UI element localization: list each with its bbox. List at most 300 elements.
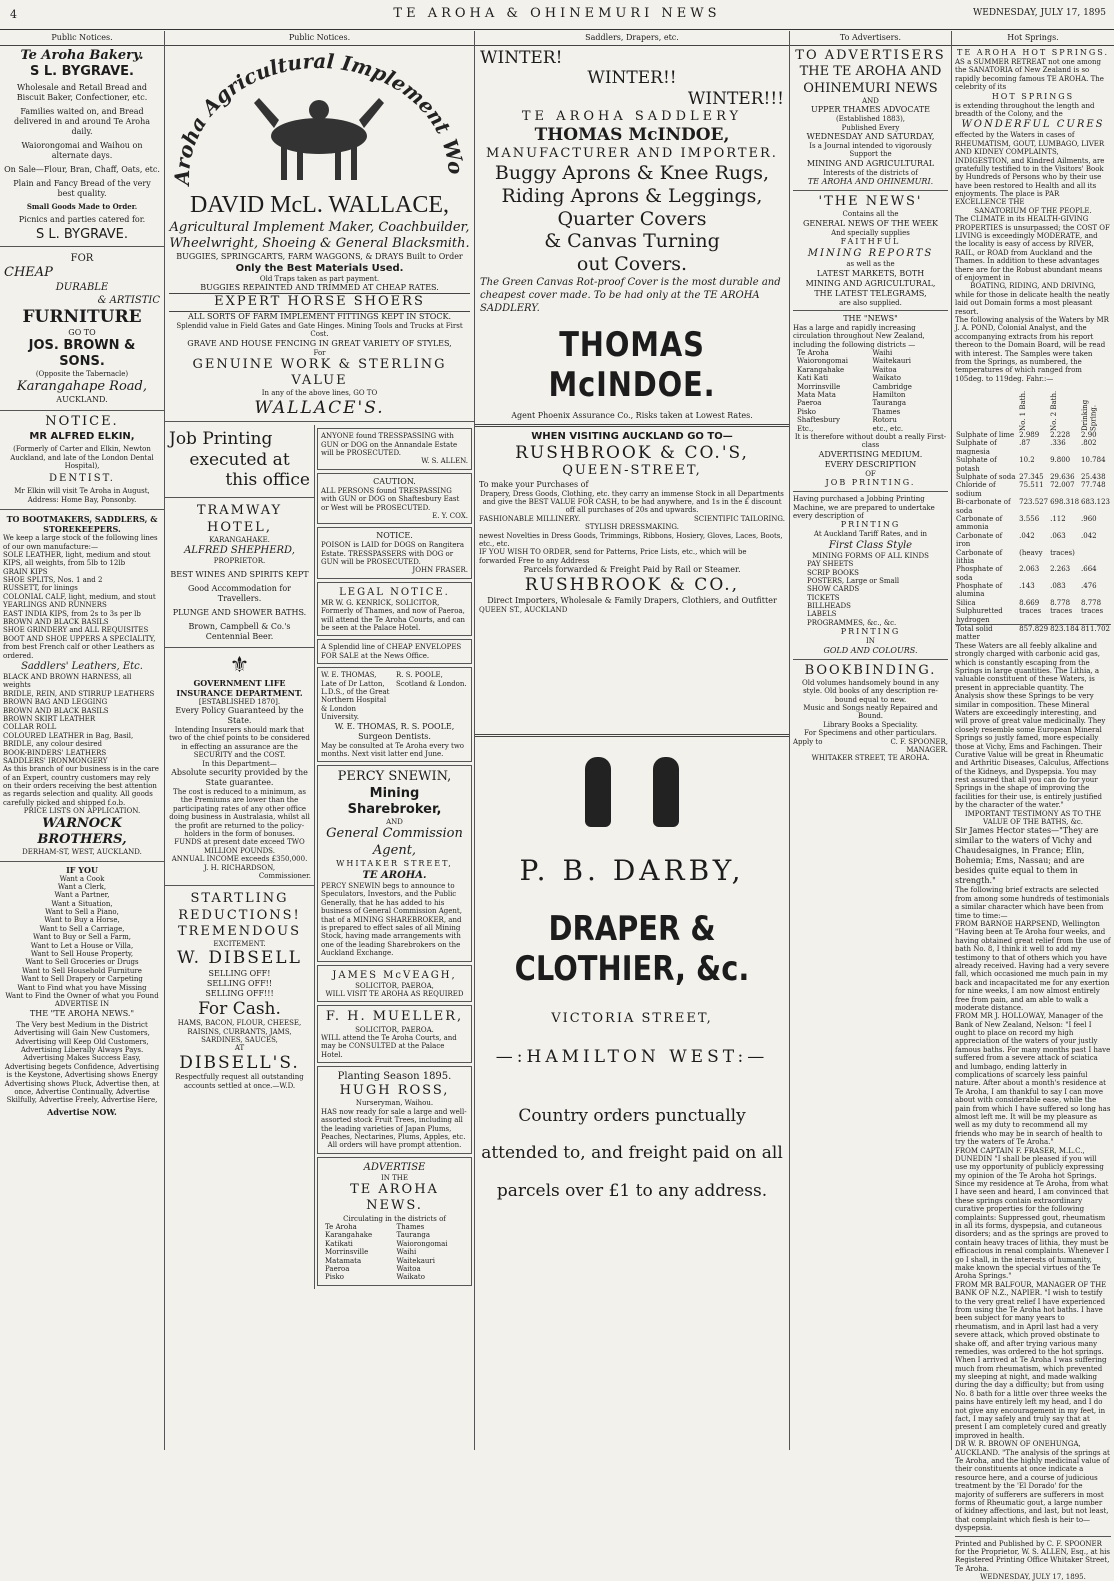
job-item: TICKETS — [807, 593, 840, 602]
adv-line: Published Every — [841, 123, 900, 132]
rush-name-2: RUSHBROOK & CO., — [524, 575, 740, 596]
manager-title: MANAGER. — [906, 746, 948, 754]
dibsell-line: EXCITEMENT. — [213, 940, 266, 949]
column-heading: Public Notices. — [0, 31, 164, 46]
table-row — [955, 481, 1111, 498]
circ-place: Rotoru — [872, 416, 897, 425]
column-heading: Hot Springs. — [952, 31, 1114, 46]
rush-line: Direct Importers, Wholesale & Family Drapers, Clothiers, and Outfitter — [487, 595, 777, 605]
adv-paper: THE TE AROHA AND OHINEMURI NEWS — [799, 64, 942, 96]
furniture-ad — [0, 250, 164, 407]
news-line: THE LATEST TELEGRAMS, — [814, 288, 927, 298]
bookbinding-line: Music and Songs neatly Repaired and Bound. — [803, 704, 938, 721]
table-cell: traces — [1081, 607, 1104, 616]
job-line: PRINTING — [840, 627, 901, 637]
winter-1: WINTER! — [480, 48, 563, 68]
darby-name: P. B. DARBY, — [519, 853, 745, 887]
springs-para: is extending throughout the length and breadth of the Colony, and the — [955, 101, 1095, 118]
job-item: BILLHEADS — [807, 602, 851, 611]
job-line: First Class Style — [828, 539, 913, 551]
job-printing-ad — [165, 425, 314, 494]
adv-t1: ADVERTISE — [363, 1161, 426, 1173]
total-cell: 823.184 — [1050, 625, 1080, 634]
govt-title: GOVERNMENT LIFE INSURANCE DEPARTMENT. — [176, 677, 303, 698]
furniture-for: FOR — [70, 253, 94, 265]
snewin-t2: General Commission Agent, — [326, 826, 463, 858]
leather-item: BLACK AND BROWN HARNESS, all weights — [3, 672, 132, 690]
dibsell-line: For Cash. — [198, 998, 281, 1019]
leather-price: PRICE LISTS ON APPLICATION. — [23, 807, 141, 816]
bookbinding-line: Old volumes handsomely bound in any style. Old books of any description re-bound equal to new. — [802, 678, 939, 704]
table-cell: Phosphate of alumina — [956, 582, 1003, 599]
hotel-place: KARANGAHAKE. — [209, 535, 270, 544]
caution-title: CAUTION. — [373, 476, 416, 486]
dibsell-line: REDUCTIONS! — [178, 907, 301, 923]
table-cell: Carbonate of lithia — [956, 548, 1003, 565]
leather-item: BROWN AND BLACK BASILS — [3, 618, 109, 627]
trespass-sig: W. S. ALLEN. — [421, 457, 468, 466]
table-row — [955, 498, 1111, 515]
dentist-former: (Formerly of Carter and Elkin, Newton Auckland, and late of the London Dental Hospital), — [10, 445, 154, 470]
advertisers-ad — [790, 48, 951, 763]
news-title: 'THE NEWS' — [818, 194, 923, 210]
springs-para: FROM MR BALFOUR, MANAGER OF THE BANK OF N.Z., NAPIER. "I wish to testify to the very great relief I have experienced from using the Te Aroha hot baths. I have been subject for many years to rheumatism, and in April last had a very severe attack, which proved obstinate to shake off, and after trying various many remedies, was ordered to the hot springs. When I arrived at Te Aroha I was suffering much from rheumatism, which prevented my sleeping at night, and made walking during the day a difficulty; but from using No. 8 bath for a little over three weeks the pains have entirely left my head, and I do not give any encouragement in my feet, in fact, I may safely and truly say that at present I am completely cured and greatly improved in health. — [955, 1280, 1107, 1440]
springs-para: FROM CAPTAIN F. FRASER, M.L.C., DUNEDIN "I shall be pleased if you will use my opportunity of publicly expressing my opinion of the Te Aroha hot Springs. Since my residence at Te Aroha, from what I have seen and heard, I am convinced that these springs contain extraordinary curative properties for the following complaints: Suppressed gout, rheumatism in all its forms, dyspepsia, and cutaneous disorders; and as the springs are proved to contain heavy traces of lithia, they must be efficacious in renal complaints. Whenever I go I shall, in the interests of humanity, make known the special virtues of the Te Aroha Springs." — [955, 1146, 1109, 1281]
darby-town: —:HAMILTON WEST:— — [495, 1047, 769, 1068]
news-line: LATEST MARKETS, BOTH — [816, 268, 925, 278]
table-cell: 10.784 — [1081, 456, 1106, 465]
job-line: MINING FORMS OF ALL KINDS — [812, 551, 929, 560]
hotel-line: Good Accommodation for Travellers. — [187, 583, 291, 603]
govt-line: J. H. RICHARDSON, — [203, 863, 276, 872]
mcveagh-name: JAMES McVEAGH, — [332, 969, 457, 981]
table-row — [955, 599, 1111, 607]
leather-item: BOOT AND SHOE UPPERS A SPECIALITY, from best French calf or other Leathers as ordered. — [3, 634, 156, 660]
rush-tailoring: SCIENTIFIC TAILORING. — [693, 514, 785, 523]
govt-est: [ESTABLISHED 1870]. — [198, 697, 281, 706]
dentist-notice — [0, 414, 164, 506]
leather-item: BROWN BAG AND LEGGING — [3, 698, 108, 707]
table-row — [955, 431, 1111, 439]
circ-place: Mata Mata — [797, 391, 836, 400]
hotel-line: BEST WINES AND SPIRITS KEPT — [170, 569, 309, 579]
adv-place: Waikato — [396, 1273, 425, 1282]
dibsell-line: TREMENDOUS — [177, 923, 302, 939]
leather-item: BOOK-BINDERS' LEATHERS — [3, 748, 107, 757]
column-to-advertisers — [790, 31, 952, 1450]
pointing-hand-icon — [653, 757, 679, 827]
wallace-line: GENUINE WORK & STERLING VALUE — [192, 356, 447, 389]
column-hot-springs — [952, 31, 1114, 1581]
table-cell: 75.511 — [1019, 481, 1044, 490]
adv-place: Katikati — [325, 1239, 353, 1248]
circ-place: Paeroa — [797, 399, 822, 408]
hotel-title: TRAMWAY HOTEL, — [196, 503, 283, 535]
govt-line: In this Department— — [202, 759, 277, 768]
leather-item: BRIDLE, REIN, AND STIRRUP LEATHERS — [3, 689, 155, 698]
rush-name: RUSHBROOK & CO.'S, — [515, 443, 749, 464]
dibsell-line: STARTLING — [190, 891, 289, 907]
dentist-a: W. E. THOMAS, Late of Dr Latton, L.D.S., of the Great Northern Hospital & London University. — [321, 671, 390, 722]
dibsell-ad — [165, 889, 314, 1092]
winter-3: WINTER!!! — [687, 88, 784, 109]
ifyou-line: Want a Cook — [59, 874, 105, 883]
hotel-line: Brown, Campbell & Co.'s Centennial Beer. — [188, 621, 291, 641]
wallace-line: In any of the above lines, GO TO — [261, 389, 378, 398]
table-cell: 698.318 — [1050, 498, 1080, 507]
table-cell: Sulphate of lime — [956, 431, 1015, 440]
leather-item: BROWN SKIRT LEATHER — [3, 714, 96, 723]
news-line: Contains all the — [842, 210, 899, 219]
table-cell: .112 — [1050, 514, 1066, 523]
adv-line: Support the — [849, 150, 892, 159]
rush-line: To make your Purchases of — [479, 479, 589, 489]
implement-works-emblem — [169, 48, 469, 188]
wallace-name: DAVID McL. WALLACE, — [189, 192, 450, 218]
circ-line: OF — [865, 469, 876, 478]
springs-subhead: BOATING, RIDING, AND DRIVING, — [970, 282, 1096, 291]
table-cell: .664 — [1081, 565, 1097, 574]
table-cell: .476 — [1081, 582, 1097, 591]
circ-title: THE "NEWS" — [843, 313, 898, 323]
table-cell: 2.228 — [1050, 431, 1071, 440]
table-cell: 723.527 — [1019, 498, 1049, 507]
table-row — [955, 532, 1111, 549]
leather-item: GRAIN KIPS — [3, 567, 48, 576]
adv-line: (Established 1883), — [835, 115, 906, 124]
leather-item: BROWN AND BLACK BASILS — [3, 706, 109, 715]
leather-item: RUSSETT, for linings — [3, 584, 78, 593]
wallace-line: For — [313, 348, 326, 357]
leather-item: YEARLINGS AND RUNNERS — [3, 601, 107, 610]
poison-title: NOTICE. — [376, 531, 413, 541]
adv-line: UPPER THAMES ADVOCATE — [811, 105, 930, 115]
table-cell: 683.123 — [1081, 498, 1110, 507]
legal-title: LEGAL NOTICE. — [339, 586, 450, 598]
envelopes-notice: A Splendid line of CHEAP ENVELOPES FOR SALE at the News Office. — [317, 639, 472, 664]
leather-item: COLLAR ROLL — [3, 723, 57, 732]
springs-subhead: SANATORIUM OF THE PEOPLE. — [974, 206, 1092, 215]
circ-place: Waitekauri — [872, 357, 911, 366]
table-row — [955, 607, 1111, 624]
table-cell: traces — [1019, 607, 1042, 616]
ross-text: HAS now ready for sale a large and well-assorted stock Fruit Trees, including all the leading varieties of Japan Plums, Peaches, Nectarines, Plums, Apples, etc. — [321, 1107, 467, 1141]
adv-t4: Circulating in the districts of — [343, 1214, 446, 1223]
mcveagh-text: WILL VISIT TE AROHA AS REQUIRED — [325, 989, 464, 998]
wallace-line: BUGGIES, SPRINGCARTS, FARM WAGGONS, & DRAYS Built to Order — [176, 252, 463, 262]
ross-orders: All orders will have prompt attention. — [327, 1141, 462, 1150]
job-item: POSTERS, Large or Small — [807, 576, 900, 585]
table-cell: 8.778 — [1050, 598, 1071, 607]
table-cell — [1080, 549, 1111, 566]
table-cell: Carbonate of ammonia — [956, 514, 1003, 532]
adv-line: MINING AND AGRICULTURAL — [806, 158, 935, 168]
adv-place: Waiorongomai — [396, 1239, 448, 1248]
leather-title: TO BOOTMAKERS, SADDLERS, & STOREKEEPERS. — [6, 514, 158, 535]
table-cell: traces — [1050, 607, 1073, 616]
job-line: GOLD AND COLOURS. — [823, 645, 918, 655]
ifyou-line: Want a Partner, — [54, 891, 110, 900]
table-cell: 2.989 — [1019, 431, 1040, 440]
job-item: SHOW CARDS — [807, 585, 860, 594]
mueller-name: F. H. MUELLER, — [325, 1009, 464, 1025]
adv-t3: TE AROHA NEWS. — [350, 1182, 439, 1214]
ifyou-body: The Very best Medium in the District Advertising will Gain New Customers, Advertising will Keep Old Customers, Advertising Liberally Always Pays. Advertising Makes Success Easy, Advertising begets Confidence, Advertising is the Keystone, Advertising shows Energy Advertising shows Pluck, Advertise then, at once, Advertise Continually, Advertise Skilfully, Advertise Freely, Advertise Here, — [4, 1020, 160, 1105]
ifyou-title: IF YOU — [66, 864, 98, 875]
table-cell: .063 — [1050, 531, 1066, 540]
dentist-name: MR ALFRED ELKIN, — [29, 431, 135, 443]
table-cell: 3.556 — [1019, 514, 1040, 523]
analysis-table — [955, 383, 1111, 642]
circ-line: JOB PRINTING. — [825, 478, 916, 488]
total-cell: 857.829 — [1019, 625, 1049, 634]
tramway-hotel-ad — [165, 501, 314, 643]
snewin-name: PERCY SNEWIN, — [337, 769, 452, 785]
govt-line: ANNUAL INCOME exceeds £350,000. — [171, 855, 308, 864]
adv-line: Interests of the districts of — [823, 168, 918, 177]
total-cell: 811.702 — [1081, 625, 1110, 634]
circ-place: Hamilton — [872, 391, 906, 400]
govt-line: Commissioner. — [258, 871, 311, 880]
rush-street: QUEEN-STREET, — [562, 463, 702, 479]
rush-line: WHEN VISITING AUCKLAND GO TO— — [531, 431, 733, 443]
advertise-news-ad — [317, 1157, 472, 1286]
ifyou-line: Want to Sell Household Furniture — [22, 966, 142, 975]
table-cell: 2.263 — [1050, 565, 1071, 574]
hotel-line: PLUNGE AND SHOWER BATHS. — [172, 607, 307, 617]
wallace-line: WALLACE'S. — [254, 397, 385, 418]
table-cell: .042 — [1081, 531, 1097, 540]
adv-place: Matamata — [325, 1256, 362, 1265]
job-item: LABELS — [807, 610, 837, 619]
springs-para: The CLIMATE in its HEALTH-GIVING PROPERTIES is unsurpassed; the COST OF LIVING is exceedingly MODERATE, and the locality is easy of access by RIVER, RAIL, or ROAD from Auckland and the Thames. In addition to these advantages there are for the Robust abundant means of enjoyment in — [955, 215, 1110, 282]
job-line: Job Printing — [169, 429, 273, 450]
govt-line: Intending Insurers should mark that two of the chief points to be considered in effecting an assurance are the SECURITY and the COST. — [169, 726, 310, 760]
bakery-title: Te Aroha Bakery. — [20, 48, 144, 63]
furniture-durable: DURABLE — [55, 282, 109, 294]
table-cell: Silica — [956, 598, 976, 607]
hotel-proprietor: ALFRED SHEPHERD, — [184, 545, 295, 557]
adv-line: Is a Journal intended to vigorously — [809, 141, 932, 150]
springs-subhead: HOT SPRINGS — [991, 91, 1075, 101]
leather-item: EAST INDIA KIPS, from 2s to 3s per lb — [3, 609, 141, 618]
springs-para: effected by the Waters in cases of RHEUMATISM, GOUT, LUMBAGO, LIVER AND KIDNEY COMPLAINTS, INDIGESTION, and Kindred Ailments, are gratefully testified to in the Visitors' Book by Hundreds of Persons who by their use have been restored to Health and all its enjoyments. The place is PAR EXCELLENCE THE — [955, 131, 1105, 207]
rushbrook-ad — [475, 430, 789, 614]
goods-line: out Covers. — [576, 253, 688, 276]
caution-text: ALL PERSONS found TRESPASSING with GUN or DOG on Shaftesbury East or West will be PROSECUTED. — [321, 486, 460, 512]
table-cell: Carbonate of iron — [956, 531, 1003, 549]
imprint-date: WEDNESDAY, JULY 17, 1895. — [980, 1573, 1086, 1581]
wallace-line: Splendid value in Field Gates and Gate Hinges. Mining Tools and Trucks at First Cost. — [176, 321, 463, 339]
ifyou-line: Want to Sell Drapery or Carpeting — [21, 975, 143, 984]
dentist-ad — [317, 667, 472, 762]
circ-place: Tauranga — [872, 399, 906, 408]
springs-para: AS a SUMMER RETREAT not one among the SANATORIA of New Zealand is so rapidly becoming famous TE AROHA. The celebrity of its — [955, 58, 1104, 92]
total-cell: Total solid matter — [956, 625, 993, 642]
table-row — [955, 515, 1111, 532]
column-heading: Public Notices. — [165, 31, 474, 46]
table-cell: Sulphate of potash — [956, 456, 997, 473]
bookbinding-title: BOOKBINDING. — [804, 662, 937, 678]
table-cell: 77.748 — [1081, 481, 1106, 490]
darby-orders: Country orders punctually attended to, and freight paid on all parcels over £1 to any address. — [481, 1105, 783, 1201]
dibsell-line: SELLING OFF! — [208, 968, 271, 978]
ifyou-advertise: ADVERTISE IN — [54, 1000, 110, 1009]
wallace-trade: Agricultural Implement Maker, Coachbuilder, Wheelwright, Shoeing & General Blacksmith. — [169, 219, 470, 251]
leather-item: COLONIAL CALF, light, medium, and stout — [3, 592, 156, 601]
bakery-line: Picnics and parties catered for. — [18, 214, 146, 224]
page-number: 4 — [10, 8, 20, 21]
ifyou-line: Want to Sell House Property, — [30, 950, 134, 959]
legal-text: MR W. G. KENRICK, SOLICITOR, Formerly of Thames, and now of Paeroa, will attend the Te Aroha Courts, and can be seen at the Palace Hotel. — [321, 598, 466, 633]
job-line: executed at — [189, 449, 290, 470]
circ-place: Cambridge — [872, 382, 912, 391]
springs-para: FROM MR J. HOLLOWAY, Manager of the Bank of New Zealand, Nelson: "I feel I ought to place on record my high appreciation of the waters of your justly famous baths. For many months past I have suffered from a severe attack of sciatica and lumbago, ending latterly in complications of scarcely less painful nature. After about a month's residence at Te Aroha, I am thankful to say I can move about with considerable ease, while the pain from which I have suffered so long has almost left me. It will be my pleasure as well as my duty to recommend all my friends who may be in search of health to try the waters of Te Aroha." — [955, 1012, 1111, 1147]
job-line: IN — [866, 637, 875, 646]
adv-place: Waihi — [396, 1248, 417, 1257]
adv-t2: IN THE — [381, 1173, 408, 1182]
snewin-t1: Mining Sharebroker, — [347, 785, 442, 817]
circ-text: Has a large and rapidly increasing circulation throughout New Zealand, including the following districts — — [793, 323, 925, 349]
circ-line: EVERY DESCRIPTION — [824, 459, 917, 469]
furniture-artistic: & ARTISTIC — [97, 295, 160, 307]
mcindoe-name: THOMAS McINDOE, — [534, 125, 730, 146]
news-line: MINING REPORTS — [807, 248, 934, 260]
adv-place: Te Aroha — [325, 1222, 357, 1231]
adv-place: Waitoa — [396, 1264, 421, 1273]
leather-firm: WARNOCK BROTHERS, — [37, 815, 127, 847]
poison-sig: JOHN FRASER. — [412, 566, 468, 575]
ross-name: HUGH ROSS, — [339, 1083, 450, 1099]
circ-place: etc., etc. — [872, 424, 904, 433]
column-heading: Saddlers, Drapers, etc. — [475, 31, 789, 46]
leather-item: SADDLERS' IRONMONGERY — [3, 756, 108, 765]
leather-item: SHOE SPLITS, Nos. 1 and 2 — [3, 576, 103, 585]
springs-subhead: WONDERFUL CURES — [961, 119, 1105, 131]
rush-dressmaking: STYLISH DRESSMAKING. — [585, 523, 679, 532]
apply-to: Apply to — [793, 737, 823, 746]
table-cell: .802 — [1081, 439, 1097, 448]
furniture-goto: GO TO — [68, 327, 96, 337]
table-cell: .042 — [1019, 531, 1035, 540]
leather-outro: As this branch of our business is in the care of an Expert, country customers may rely on their orders receiving the best attention as regards selection and quality. All goods carefully picked and shipped f.o.b. — [3, 765, 159, 807]
adv-place: Thames — [396, 1222, 425, 1231]
column-public-notices-1 — [0, 31, 165, 1450]
circ-place: Morrinsville — [797, 382, 841, 391]
springs-para: These Waters are all feebly alkaline and strongly charged with carbonic acid gas, which is constantly escaping from the Springs in large quantities. The Lithia, a valuable constituent of these Waters, is present in appreciable quantity. The Analysis show these Springs to be very similar in composition. These Mineral Waters are exceedingly interesting, and will prove of great value medicinally. They closely resemble some European Mineral Springs so justly famed, more especially those at Vichy, Ems and Fachingen. Their Curative Value will be great in Rheumatic and Arthritic Diseases, Calculus, Affections of the Kidneys, and Dyspepsia. You may rest assured that all you can do for your Springs in the shape of improving the facilities for their use, is entirely justified by the character of the water." — [955, 641, 1109, 810]
furniture-city: AUCKLAND. — [56, 394, 108, 404]
job-item: SCRIP BOOKS — [807, 568, 859, 577]
wallace-line: EXPERT HORSE SHOERS — [169, 293, 470, 311]
table-cell: .87 — [1019, 439, 1031, 448]
adv-line: TE AROHA AND OHINEMURI. — [807, 177, 934, 187]
wallace-line: ALL SORTS OF FARM IMPLEMENT FITTINGS KEPT IN STOCK. — [188, 311, 451, 321]
bakery-desc: Wholesale and Retail Bread and Biscuit Baker, Confectioner, etc. — [16, 82, 148, 102]
adv-title: TO ADVERTISERS — [795, 48, 946, 63]
table-header: No. 1 Bath. — [1019, 390, 1028, 432]
issue-date: WEDNESDAY, JULY 17, 1895 — [973, 8, 1106, 18]
bookbinding-line: For Specimens and other particulars. — [804, 729, 937, 738]
mcveagh-ad — [317, 965, 472, 1003]
job-line: PRINTING — [840, 520, 901, 530]
ifyou-line: Want to Let a House or Villa, — [30, 941, 134, 950]
news-line: FAITHFUL — [840, 237, 901, 247]
green-cover-text: The Green Canvas Rot-proof Cover is the most durable and cheapest cover made. To be had only at the TE AROHA SADDLERY. — [480, 277, 781, 315]
adv-place: Pisko — [325, 1273, 344, 1282]
ifyou-line: Want to Sell a Carriage, — [39, 924, 125, 933]
table-cell: 10.2 — [1019, 456, 1035, 465]
springs-para: while for those in delicate health the neatly laid out Domain forms a most pleasant resort. — [955, 290, 1110, 316]
adv-place: Waitekauri — [396, 1256, 435, 1265]
furniture-title: FURNITURE — [22, 307, 142, 328]
dentist-title: W. E. THOMAS, R. S. POOLE, Surgeon Dentists. — [334, 721, 455, 741]
mcindoe-big: THOMAS McINDOE. — [548, 325, 716, 406]
table-cell: (heavy — [1019, 548, 1043, 557]
job-line: At Auckland Tariff Rates, and in — [813, 530, 928, 539]
crest-icon: ⚜ — [229, 652, 250, 678]
dentist-text: May be consulted at Te Aroha every two months. Next visit latter end June. — [321, 741, 465, 758]
ross-ad — [317, 1066, 472, 1154]
table-cell: 9.800 — [1050, 456, 1071, 465]
springs-para: DR W. R. BROWN OF ONEHUNGA, AUCKLAND. "The analysis of the springs at Te Aroha, and the highly medicinal value of their constituents at once indicate a resource here, and a course of judicious treatment by the 'El Dorado' for the majority of sufferers are sufferers in most forms of Rheumatic gout, a large number of kidney affections, and last, but not least, that complaint which flesh is heir to—dyspepsia. — [955, 1440, 1110, 1533]
furniture-opposite: (Opposite the Tabernacle) — [35, 370, 129, 379]
leather-ad — [0, 513, 164, 857]
trespass-text: ANYONE found TRESSPASSING with GUN or DOG on the Annandale Estate will be PROSECUTED. — [321, 432, 458, 457]
ifyou-line: Want to Sell Groceries or Drugs — [25, 958, 139, 967]
mueller-text: WILL attend the Te Aroha Courts, and may be CONSULTED at the Palace Hotel. — [321, 1033, 457, 1059]
saddlery-title: TE AROHA SADDLERY — [521, 109, 743, 125]
table-cell: 2.063 — [1019, 565, 1040, 574]
office-address: WHITAKER STREET, TE AROHA. — [811, 754, 930, 763]
snewin-addr: WHITAKER STREET, — [336, 858, 453, 868]
dibsell-line: SELLING OFF!! — [206, 978, 273, 988]
masthead — [0, 0, 1114, 30]
rush-millinery: FASHIONABLE MILLINERY. — [479, 514, 581, 523]
notice-title: NOTICE. — [45, 413, 119, 429]
ross-title: Nurseryman, Waihou. — [355, 1099, 434, 1108]
table-cell: .143 — [1019, 582, 1035, 591]
rush-address: QUEEN ST., AUCKLAND — [479, 605, 568, 614]
ifyou-line: Want to Buy or Sell a Farm, — [33, 933, 131, 942]
news-line: as well as the — [846, 260, 895, 269]
leather-item: COLOURED LEATHER in Bag, Basil, BRIDLE, any colour desired — [3, 731, 134, 749]
ifyou-paper: THE "TE AROHA NEWS." — [29, 1008, 135, 1018]
table-cell: 27.345 — [1019, 473, 1044, 482]
table-cell: 8.669 — [1019, 598, 1040, 607]
leather-item: SOLE LEATHER, light, medium and stout — [3, 550, 151, 559]
table-cell: .336 — [1050, 439, 1066, 448]
springs-para: FROM BARNOE HARPSEND, Wellington "Having been at Te Aroha four weeks, and having obtained great relief from the use of bath No. 8, I think it well to add my testimony to that of others which you have already received. Having had a very severe fall, which occasioned me much pain in my back and incapacitated me for any exertion for nine weeks, I am now almost entirely free from pain, and am able to walk a moderate distance. — [955, 919, 1111, 1012]
snewin-town: TE AROHA. — [362, 869, 427, 881]
furniture-firm: JOS. BROWN & SONS. — [28, 337, 136, 370]
leather-item: KIPS, all weights, from 5lb to 12lb — [3, 559, 126, 568]
table-cell: Sulphate of soda — [956, 473, 1016, 482]
circ-line: It is therefore without doubt a really First-class — [794, 432, 947, 450]
adv-place: Tauranga — [396, 1231, 430, 1240]
hot-springs-article — [952, 48, 1114, 1581]
circ-place: Waikato — [872, 374, 901, 383]
column-heading: To Advertisers. — [790, 31, 951, 46]
arch-text: Aroha Agricultural Implement Wo — [169, 48, 469, 186]
caution-sig: E. Y. COX. — [432, 511, 468, 520]
springs-title: TE AROHA HOT SPRINGS. — [957, 48, 1109, 57]
legal-notice — [317, 582, 472, 637]
circ-place: Karangahake — [797, 365, 845, 374]
news-line: GENERAL NEWS OF THE WEEK — [802, 218, 939, 228]
springs-para: The following brief extracts are selected from among some hundreds of testimonials a similar character which have been from time to time:— — [955, 886, 1110, 920]
adv-place: Paeroa — [325, 1264, 350, 1273]
leather-intro: We keep a large stock of the following lines of our own manufacture:— — [3, 534, 158, 551]
